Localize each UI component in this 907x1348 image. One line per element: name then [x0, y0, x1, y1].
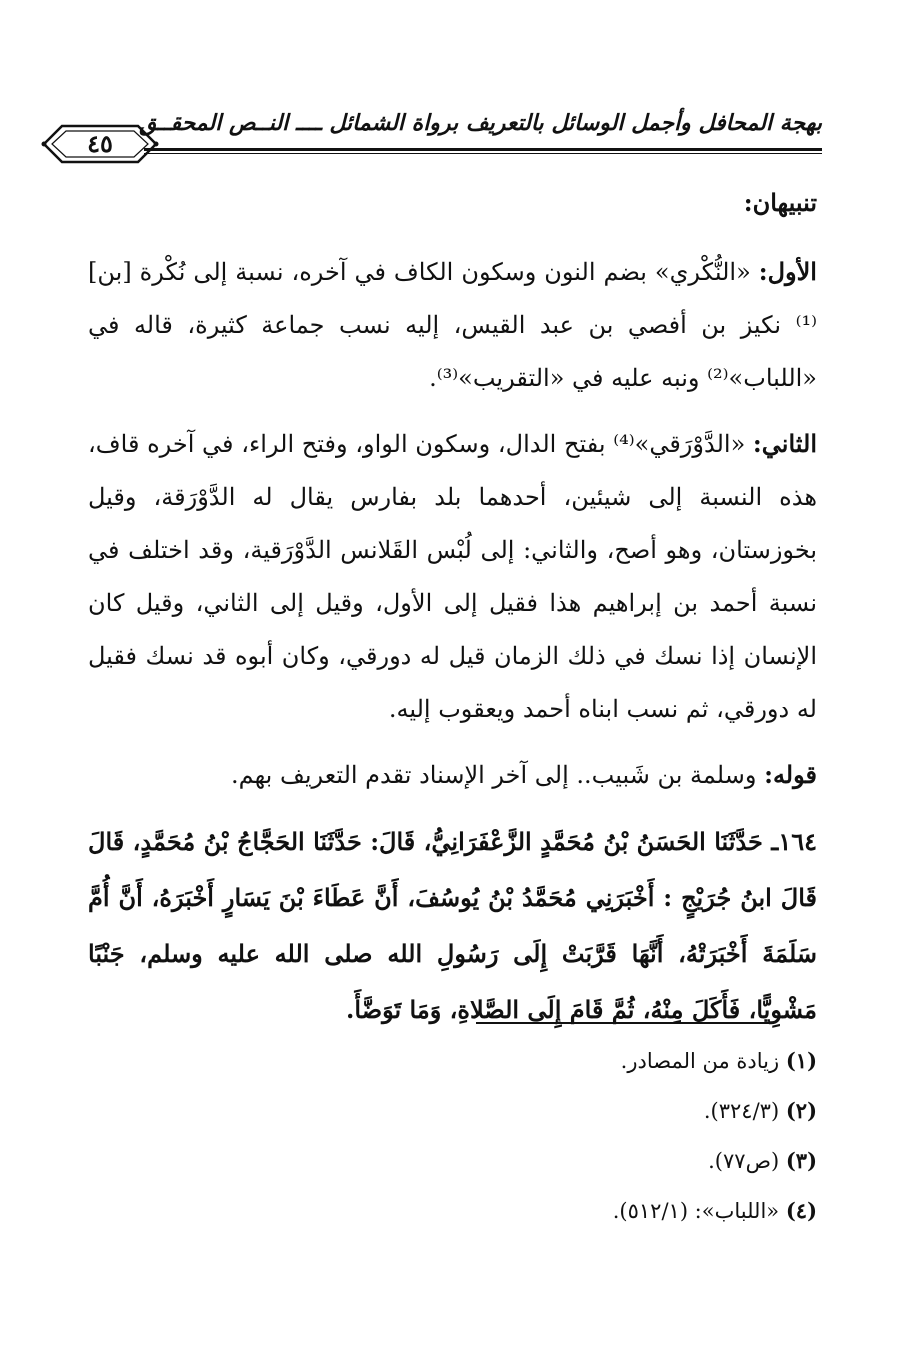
paragraph-second — [88, 417, 817, 736]
paragraph-first — [88, 245, 817, 405]
footnote-number: (١) — [785, 1048, 817, 1073]
section-heading: تنبيهان: — [743, 188, 817, 217]
footnotes — [177, 1036, 817, 1236]
page-number-badge — [40, 120, 160, 168]
paragraph-qawluh-text: وسلمة بن شَبيب.. إلى آخر الإسناد تقدم التعريف بهم. — [231, 761, 757, 789]
paragraph-second-label: الثاني: — [752, 429, 817, 458]
paragraph-second-text: «الدَّوْرَقي»⁽⁴⁾ بفتح الدال، وسكون الواو، وفتح الراء، في آخره قاف، هذه النسبة إلى شيئين، أحدهما بلد بفارس يقال له الدَّوْرَقة، وقيل بخوزستان، وهو أصح، والثاني: إلى لُبْس القَلانس الدَّوْرَقية، وقد اختلف في نسبة أحمد بن إبراهيم هذا فقيل إلى الأول، وقيل إلى الثاني، وقيل كان الإنسان إذا نسك في ذلك الزمان قيل له دورقي، وكان أبوه قد نسك فقيل له دورقي، ثم نسب ابناه أحمد ويعقوب إليه. — [88, 430, 818, 723]
paragraph-qawluh-label: قوله: — [764, 760, 817, 789]
footnote-item — [177, 1186, 817, 1236]
footnote-text: (ص٧٧). — [708, 1149, 780, 1173]
footnote-number: (٤) — [785, 1198, 817, 1223]
footnote-text: (٣٢٤/٣). — [703, 1099, 780, 1123]
header-rule — [144, 148, 822, 154]
running-header — [40, 98, 822, 168]
footnote-text: زيادة من المصادر. — [620, 1049, 780, 1073]
footnote-text: «اللباب»: (٥١٢/١). — [612, 1199, 780, 1223]
header-title: بهجة المحافل وأجمل الوسائل بالتعريف برواة الشمائل ــــ النــص المحقــق — [139, 110, 822, 136]
paragraph-qawluh — [88, 748, 817, 802]
footnote-item — [177, 1086, 817, 1136]
footnote-item — [177, 1136, 817, 1186]
paragraph-first-text: «النُّكْري» بضم النون وسكون الكاف في آخره، نسبة إلى نُكْرة [بن]⁽¹⁾ نكيز بن أفصي بن عبد القيس، إليه نسب جماعة كثيرة، قاله في «اللباب»⁽²⁾ ونبه عليه في «التقريب»⁽³⁾. — [88, 258, 817, 392]
footnote-number: (٣) — [785, 1148, 817, 1173]
paragraph-first-label: الأول: — [758, 257, 817, 286]
page-number: ٤٥ — [87, 129, 113, 158]
footnote-number: (٢) — [785, 1098, 817, 1123]
footnote-separator — [476, 1022, 774, 1024]
hadith-text: ١٦٤ـ حَدَّثَنَا الحَسَنُ بْنُ مُحَمَّدٍ الزَّعْفَرَانِيُّ، قَالَ: حَدَّثَنَا الحَجَّاجُ بْنُ مُحَمَّدٍ، قَالَ قَالَ ابنُ جُرَيْجٍ : أَخْبَرَنِي مُحَمَّدُ بْنُ يُوسُفَ، أَنَّ عَطَاءَ بْنَ يَسَارٍ أَخْبَرَهُ، أَنَّ أُمَّ سَلَمَةَ أَخْبَرَتْهُ، أَنَّهَا قَرَّبَتْ إِلَى رَسُولِ الله صلى الله عليه وسلم، جَنْبًا مَشْوِيًّا، فَأَكَلَ مِنْهُ، ثُمَّ قَامَ إِلَى الصَّلاةِ، وَمَا تَوَضَّأَ. — [88, 827, 817, 1024]
main-text — [88, 176, 817, 1038]
footnote-item — [177, 1036, 817, 1086]
